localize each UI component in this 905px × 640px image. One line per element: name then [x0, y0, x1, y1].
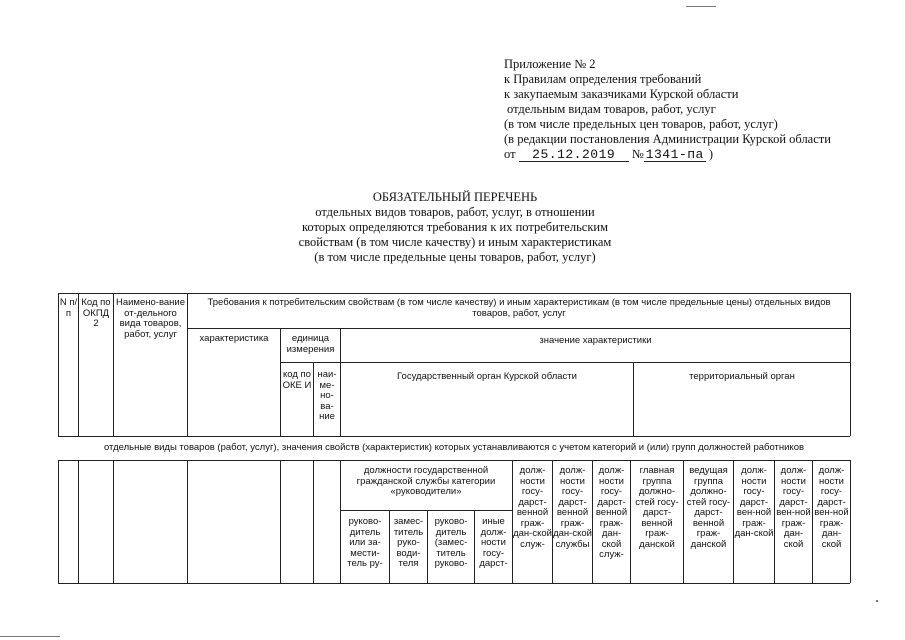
sub-header-other: иные долж-ности госу-дарст-: [479, 517, 508, 569]
appendix-line: к закупаемым заказчиками Курской области: [504, 87, 739, 101]
col-number-header: N п/п: [59, 298, 78, 319]
title-heading: ОБЯЗАТЕЛЬНЫЙ ПЕРЕЧЕНЬ: [372, 190, 538, 204]
col-name-header: Наимено-вание от-дельного вида товаров, работ, услуг: [115, 298, 186, 340]
position-col-header: долж-ности госу-дарст-вен-ной граж-дан-ской: [776, 466, 811, 550]
scan-artifact: [686, 6, 716, 7]
territorial-body-header: территориальный орган: [689, 372, 795, 382]
appendix-line: Приложение № 2: [504, 57, 596, 71]
title-line: которых определяются требования к их потребительским: [301, 220, 608, 234]
position-col-header: долж-ности госу-дарст-венной граж-дан-ской служ-: [513, 466, 552, 550]
decree-date: 25.12.2019: [519, 148, 629, 162]
sub-header-head-deputy: руково-дитель (замес-титель руково-: [434, 517, 468, 569]
okei-code-header: код по ОКЕ И: [282, 370, 312, 391]
from-label: от: [504, 147, 516, 161]
unit-header: единица измерения: [286, 334, 335, 355]
number-label: №: [631, 147, 644, 161]
requirements-header: Требования к потребительским свойствам (в том числе качеству) и иным характеристикам (в том числе предельные цены) отдельных видов товаров, работ, услуг: [207, 298, 831, 319]
position-col-header: долж-ности госу-дарст-вен-ной граж-дан-ской: [734, 466, 774, 539]
position-col-header: долж-ности госу-дарст-венной граж-дан-ской службы: [553, 466, 592, 550]
section-row-label: отдельные виды товаров (работ, услуг), значения свойств (характеристик) которых устанавливаются с учетом категорий и (или) групп должностей работников: [103, 443, 805, 453]
scan-artifact: [876, 600, 878, 602]
title-line: свойствам (в том числе качеству) и иным характеристикам: [298, 235, 612, 249]
close-paren: ): [708, 147, 714, 161]
title-line: (в том числе предельные цены товаров, работ, услуг): [314, 250, 596, 264]
unit-name-header: наи-ме-но-ва-ние: [317, 370, 337, 422]
appendix-block: [504, 57, 884, 162]
position-col-header: главная группа должно-стей госу-дарст-венной граж-данской: [635, 466, 679, 550]
col-okpd-header: Код по ОКПД 2: [81, 298, 111, 329]
scan-artifact: [0, 636, 60, 637]
leaders-category-header: должности государственной гражданской службы категории «руководители»: [356, 466, 496, 497]
sub-header-deputy: замес-титель руко-води-теля: [393, 517, 424, 569]
state-body-header: Государственный орган Курской области: [397, 372, 577, 382]
appendix-line: к Правилам определения требований: [504, 72, 702, 86]
characteristic-header: характеристика: [199, 334, 269, 344]
appendix-line: отдельным видам товаров, работ, услуг: [507, 102, 716, 116]
document-title: [230, 190, 680, 265]
decree-number: 1341-па: [645, 147, 704, 162]
sub-header-head: руково-дитель или за-мести-тель ру-: [347, 517, 383, 569]
appendix-line: (в том числе предельных цен товаров, работ, услуг): [504, 117, 778, 131]
value-header: значение характеристики: [539, 336, 652, 346]
position-col-header: ведущая группа должно-стей госу-дарст-венной граж-данской: [686, 466, 731, 550]
appendix-line: (в редакции постановления Администрации Курской области: [504, 132, 831, 146]
appendix-date-line: [504, 147, 884, 162]
position-col-header: долж-ности госу-дарст-вен-ной граж-дан-ской: [814, 466, 849, 550]
title-line: отдельных видов товаров, работ, услуг, в отношении: [315, 205, 595, 219]
position-col-header: долж-ности госу-дарст-венной граж-дан-ской служ-: [595, 466, 628, 560]
